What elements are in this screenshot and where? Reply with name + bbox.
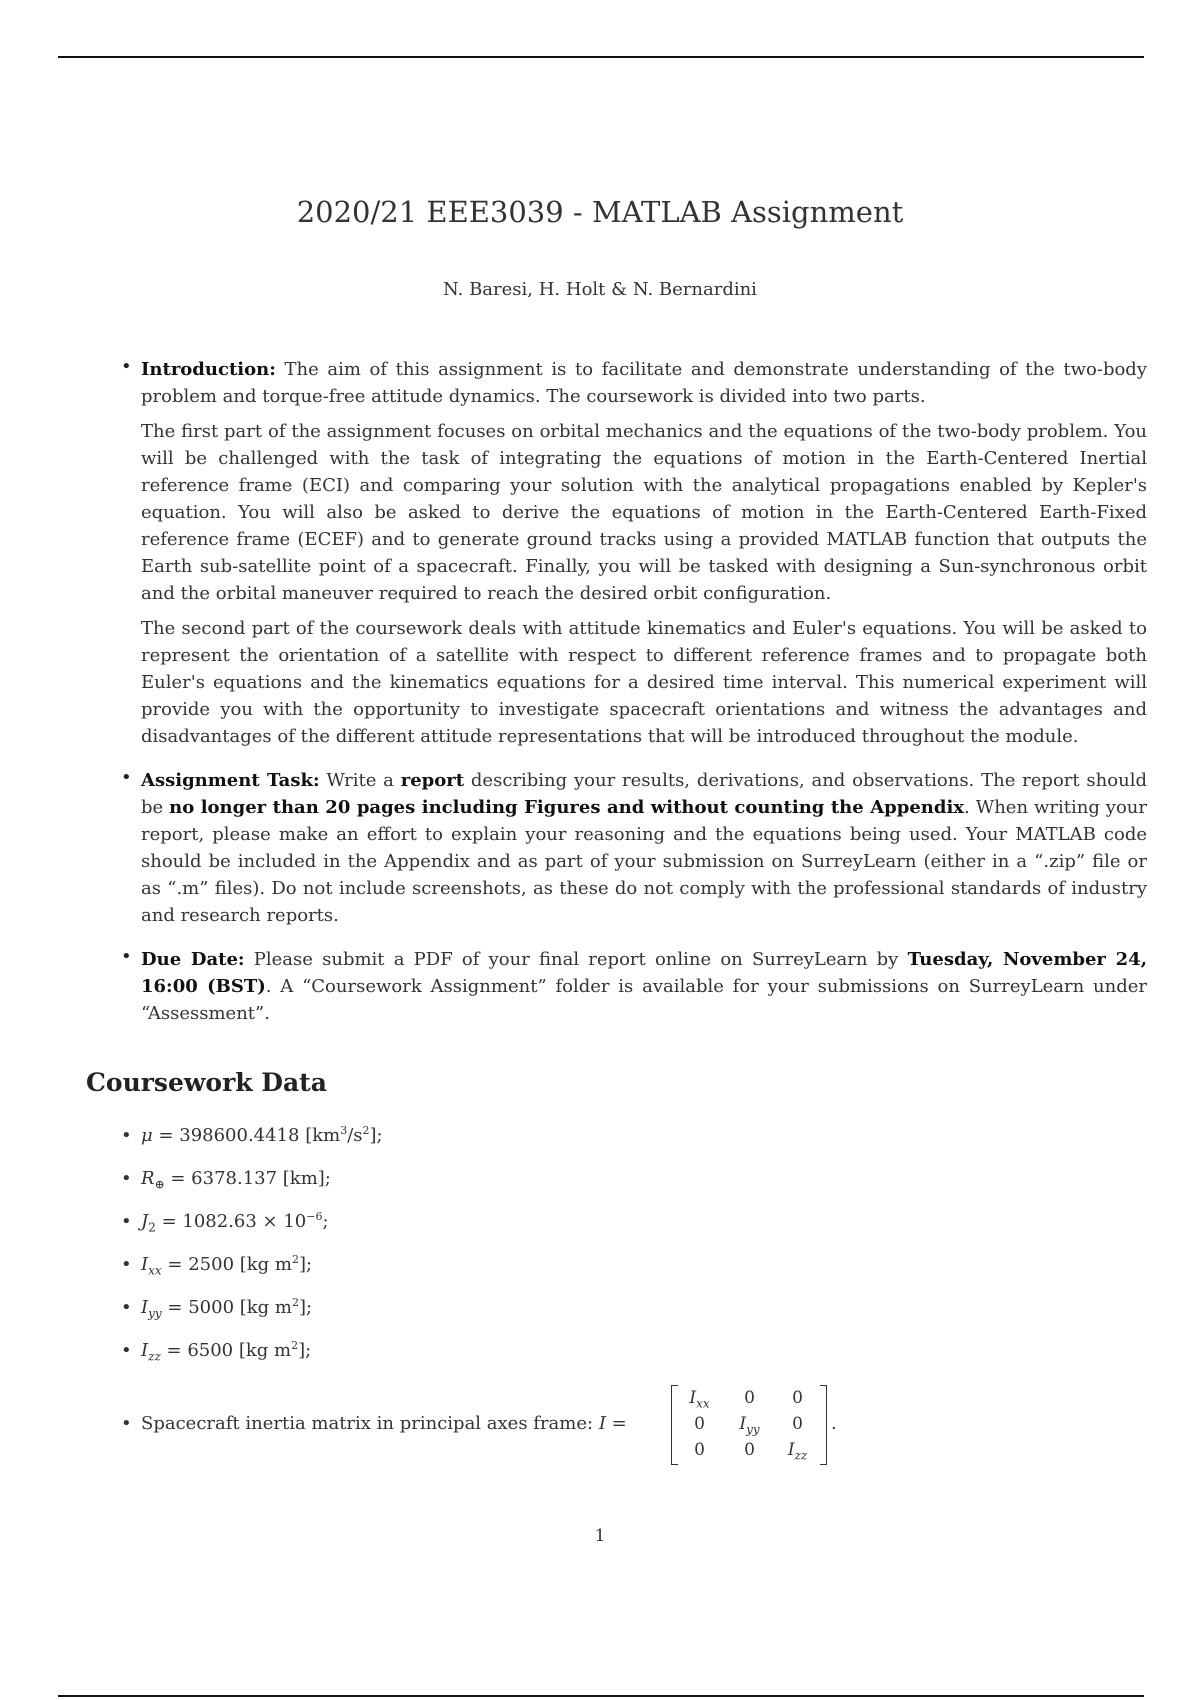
bullet-icon: • (121, 1211, 132, 1232)
list-item-introduction (121, 356, 1147, 750)
footer-rule (58, 1695, 1144, 1697)
task-label: Assignment Task: (141, 770, 320, 791)
bullet-icon: • (121, 946, 132, 967)
matrix-period: . (831, 1413, 837, 1434)
bullet-icon: • (121, 1254, 132, 1275)
page-number: 1 (594, 1526, 606, 1546)
bullet-icon: • (121, 767, 132, 788)
bullet-icon: • (121, 1340, 132, 1361)
bullet-icon: • (121, 356, 132, 377)
matrix-cell: 0 (744, 1388, 755, 1408)
intro-paragraph-2: The first part of the assignment focuses on orbital mechanics and the equations of the two-body problem. You will be challenged with the task of integrating the equations of motion in the Earth-Centered Inertial reference frame (ECI) and comparing your solution with the analytical propagations enabled by Kepler's equation. You will also be asked to derive the equations of motion in the Earth-Centered Earth-Fixed reference frame (ECEF) and to generate ground tracks using a provided MATLAB function that outputs the Earth sub-satellite point of a spacecraft. Finally, you will be tasked with designing a Sun-synchronous orbit and the orbital maneuver required to reach the desired orbit configuration. (141, 421, 1147, 604)
list-item-assignment-task (121, 767, 1147, 929)
bullet-icon: • (121, 1168, 132, 1189)
data-item-j2: • $J_2 = 1082.63 \times 10^{-6}$; (141, 1207, 1041, 1250)
matrix-cell: $I_{yy}$ (739, 1414, 760, 1437)
list-item-due-date (121, 946, 1148, 1027)
intro-paragraph-1: Introduction: The aim of this assignment is to facilitate and demonstrate understanding of the two-body problem and torque-free attitude dynamics. The coursework is divided into two parts. (141, 359, 1147, 407)
coursework-data-list (121, 1121, 1041, 1379)
data-item-ixx: • $I_{xx} = 2500$ [kg $m^2$]; (141, 1250, 1041, 1293)
bullet-icon: • (121, 1297, 132, 1318)
due-label: Due Date: (141, 949, 245, 970)
matrix-cell: 0 (792, 1414, 803, 1434)
matrix-cell: 0 (744, 1440, 755, 1460)
matrix-cell: $I_{zz}$ (787, 1440, 808, 1463)
right-bracket (820, 1385, 827, 1465)
due-paragraph: Due Date: Please submit a PDF of your final report online on SurreyLearn by Tuesday, November 24, 16:00 (BST). A “Coursework Assignment” folder is available for your submissions on SurreyLearn under “Assessment”. (141, 949, 1148, 1024)
inertia-matrix (671, 1385, 827, 1465)
data-item-iyy: • $I_{yy} = 5000$ [kg $m^2$]; (141, 1293, 1041, 1336)
data-item-earth-radius: • $R_\oplus = 6378.137$ [km]; (141, 1164, 1041, 1207)
document-title: 2020/21 EEE3039 - MATLAB Assignment (296, 195, 904, 229)
matrix-cell: 0 (792, 1388, 803, 1408)
matrix-cell: $I_{xx}$ (689, 1388, 710, 1411)
intro-paragraph-3: The second part of the coursework deals with attitude kinematics and Euler's equations. You will be asked to represent the orientation of a satellite with respect to different reference frames and to propagate both Euler's equations and the kinematics equations for a desired time interval. This numerical experiment will provide you with the opportunity to investigate spacecraft orientations and witness the advantages and disadvantages of the different attitude representations that will be introduced throughout the module. (141, 618, 1147, 747)
data-item-inertia-matrix: • Spacecraft inertia matrix in principal axes frame: I = $I_{xx}$ 0 0 0 $I_{yy}$ 0 0 0 $I_{zz}$ . (141, 1385, 1041, 1465)
task-paragraph: Assignment Task: Write a report describing your results, derivations, and observations. The report should be no longer than 20 pages including Figures and without counting the Appendix. When writing your report, please make an effort to explain your reasoning and the equations being used. Your MATLAB code should be included in the Appendix and as part of your submission on SurreyLearn (either in a “.zip” file or as “.m” files). Do not include screenshots, as these do not comply with the professional standards of industry and research reports. (141, 770, 1147, 926)
data-item-mu: • μ = 398600.4418 $[km^3/s^2]$; (141, 1121, 1041, 1164)
matrix-cell: 0 (694, 1414, 705, 1434)
data-item-izz: • $I_{zz} = 6500$ [kg $m^2$]; (141, 1336, 1041, 1379)
matrix-cell: 0 (694, 1440, 705, 1460)
header-rule (58, 56, 1144, 58)
bullet-icon: • (121, 1125, 132, 1146)
section-heading-coursework-data: Coursework Data (86, 1068, 327, 1097)
intro-label: Introduction: (141, 359, 276, 380)
document-authors: N. Baresi, H. Holt & N. Bernardini (443, 279, 757, 300)
bullet-icon: • (121, 1413, 132, 1434)
info-list (121, 356, 1148, 1044)
